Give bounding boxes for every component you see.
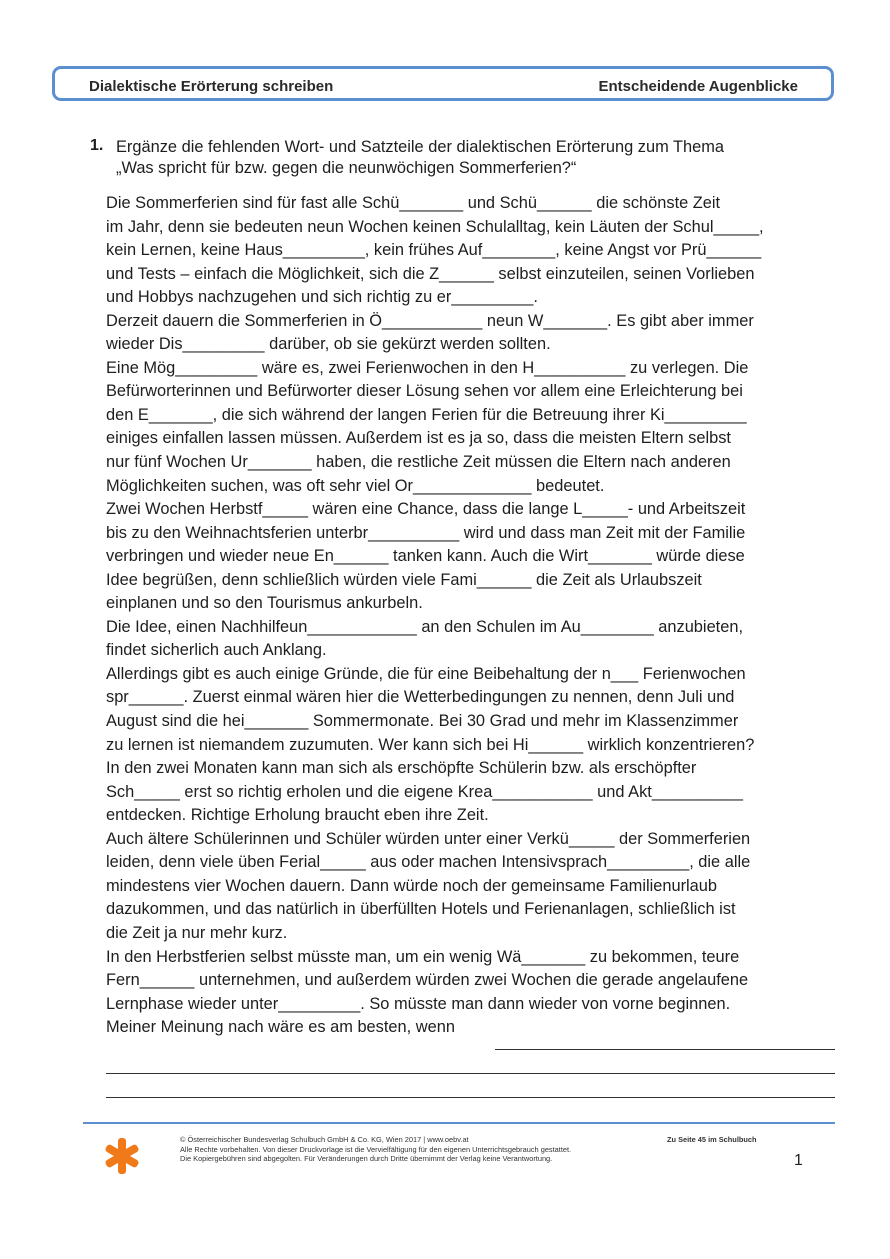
text-line: Möglichkeiten suchen, was oft sehr viel Or_____________ bedeutet. <box>106 476 605 495</box>
schoolbook-page-reference: Zu Seite 45 im Schulbuch <box>667 1135 757 1144</box>
text-line: In den zwei Monaten kann man sich als erschöpfte Schülerin bzw. als erschöpfter <box>106 759 697 778</box>
text-line: im Jahr, denn sie bedeuten neun Wochen keinen Schulalltag, kein Läuten der Schul_____, <box>106 217 764 236</box>
text-line: wieder Dis_________ darüber, ob sie gekürzt werden sollten. <box>106 335 551 354</box>
text-line: In den Herbstferien selbst müsste man, um ein wenig Wä_______ zu bekommen, teure <box>106 947 740 966</box>
text-line: Sch_____ erst so richtig erholen und die eigene Krea___________ und Akt__________ <box>106 782 744 801</box>
essay-text <box>106 192 846 1040</box>
publisher-logo-icon <box>104 1138 140 1174</box>
text-line: Meiner Meinung nach wäre es am besten, wenn <box>106 1018 455 1037</box>
task-instruction-line: „Was spricht für bzw. gegen die neunwöchigen Sommerferien?“ <box>116 158 577 177</box>
text-line: August sind die hei_______ Sommermonate. Bei 30 Grad und mehr im Klassenzimmer <box>106 712 739 731</box>
task-instruction <box>116 137 816 178</box>
text-line: Zwei Wochen Herbstf_____ wären eine Chance, dass die lange L_____- und Arbeitszeit <box>106 500 746 519</box>
header-box <box>52 66 834 101</box>
text-line: bis zu den Weihnachtsferien unterbr__________ wird und dass man Zeit mit der Familie <box>106 523 746 542</box>
text-line: einiges einfallen lassen müssen. Außerdem ist es ja so, dass die meisten Eltern selbst <box>106 429 731 448</box>
copyright-line: Alle Rechte vorbehalten. Von dieser Druckvorlage ist die Vervielfältigung für den eigenen Unterrichtsgebrauch gestattet. <box>180 1144 572 1154</box>
text-line: spr______. Zuerst einmal wären hier die Wetterbedingungen zu nennen, denn Juli und <box>106 688 735 707</box>
copyright-line: Die Kopiergebühren sind abgegolten. Für Veränderungen durch Dritte übernimmt der Verlag keine Verantwortung. <box>180 1154 553 1164</box>
task-instruction-line: Ergänze die fehlenden Wort- und Satzteile der dialektischen Erörterung zum Thema <box>116 138 725 156</box>
text-line: dazukommen, und das natürlich in überfüllten Hotels und Ferienanlagen, schließlich ist <box>106 900 736 919</box>
text-line: Eine Mög_________ wäre es, zwei Ferienwochen in den H__________ zu verlegen. Die <box>106 358 749 377</box>
unit-title: Entscheidende Augenblicke <box>598 78 798 95</box>
answer-line[interactable] <box>106 1097 835 1098</box>
text-line: Idee begrüßen, denn schließlich würden viele Fami______ die Zeit als Urlaubszeit <box>106 570 702 589</box>
answer-line[interactable] <box>106 1073 835 1074</box>
text-line: den E_______, die sich während der langen Ferien für die Betreuung ihrer Ki_________ <box>106 405 747 424</box>
text-line: entdecken. Richtige Erholung braucht eben ihre Zeit. <box>106 806 489 825</box>
text-line: Fern______ unternehmen, und außerdem würden zwei Wochen die gerade angelaufene <box>106 971 749 990</box>
footer-divider <box>83 1122 835 1124</box>
copyright-notice <box>180 1135 680 1164</box>
text-line: und Tests – einfach die Möglichkeit, sich die Z______ selbst einzuteilen, seinen Vorlieben <box>106 264 755 283</box>
text-line: die Zeit ja nur mehr kurz. <box>106 923 288 942</box>
task-number: 1. <box>90 137 104 154</box>
text-line: Allerdings gibt es auch einige Gründe, die für eine Beibehaltung der n___ Ferienwochen <box>106 664 746 683</box>
text-line: verbringen und wieder neue En______ tanken kann. Auch die Wirt_______ würde diese <box>106 547 745 566</box>
text-line: findet sicherlich auch Anklang. <box>106 641 327 660</box>
text-line: nur fünf Wochen Ur_______ haben, die restliche Zeit müssen die Eltern nach anderen <box>106 453 731 472</box>
text-line: Befürworterinnen und Befürworter dieser Lösung sehen vor allem eine Erleichterung bei <box>106 382 743 401</box>
text-line: mindestens vier Wochen dauern. Dann würde noch der gemeinsame Familienurlaub <box>106 876 718 895</box>
answer-line[interactable] <box>495 1049 835 1050</box>
text-line: Auch ältere Schülerinnen und Schüler würden unter einer Verkü_____ der Sommerferien <box>106 829 751 848</box>
text-line: Lernphase wieder unter_________. So müsste man dann wieder von vorne beginnen. <box>106 994 731 1013</box>
page-number: 1 <box>794 1152 803 1169</box>
text-line: Die Idee, einen Nachhilfeun____________ an den Schulen im Au________ anzubieten, <box>106 617 744 636</box>
text-line: Die Sommerferien sind für fast alle Schü_______ und Schü______ die schönste Zeit <box>106 194 721 212</box>
copyright-line: © Österreichischer Bundesverlag Schulbuch GmbH & Co. KG, Wien 2017 | www.oebv.at <box>180 1135 469 1144</box>
text-line: leiden, denn viele üben Ferial_____ aus oder machen Intensivsprach_________, die alle <box>106 853 751 872</box>
worksheet-title: Dialektische Erörterung schreiben <box>89 78 334 95</box>
text-line: kein Lernen, keine Haus_________, kein frühes Auf________, keine Angst vor Prü______ <box>106 241 762 260</box>
text-line: und Hobbys nachzugehen und sich richtig zu er_________. <box>106 288 538 307</box>
text-line: einplanen und so den Tourismus ankurbeln. <box>106 594 423 613</box>
text-line: Derzeit dauern die Sommerferien in Ö___________ neun W_______. Es gibt aber immer <box>106 311 754 330</box>
text-line: zu lernen ist niemandem zuzumuten. Wer kann sich bei Hi______ wirklich konzentrieren? <box>106 735 755 754</box>
